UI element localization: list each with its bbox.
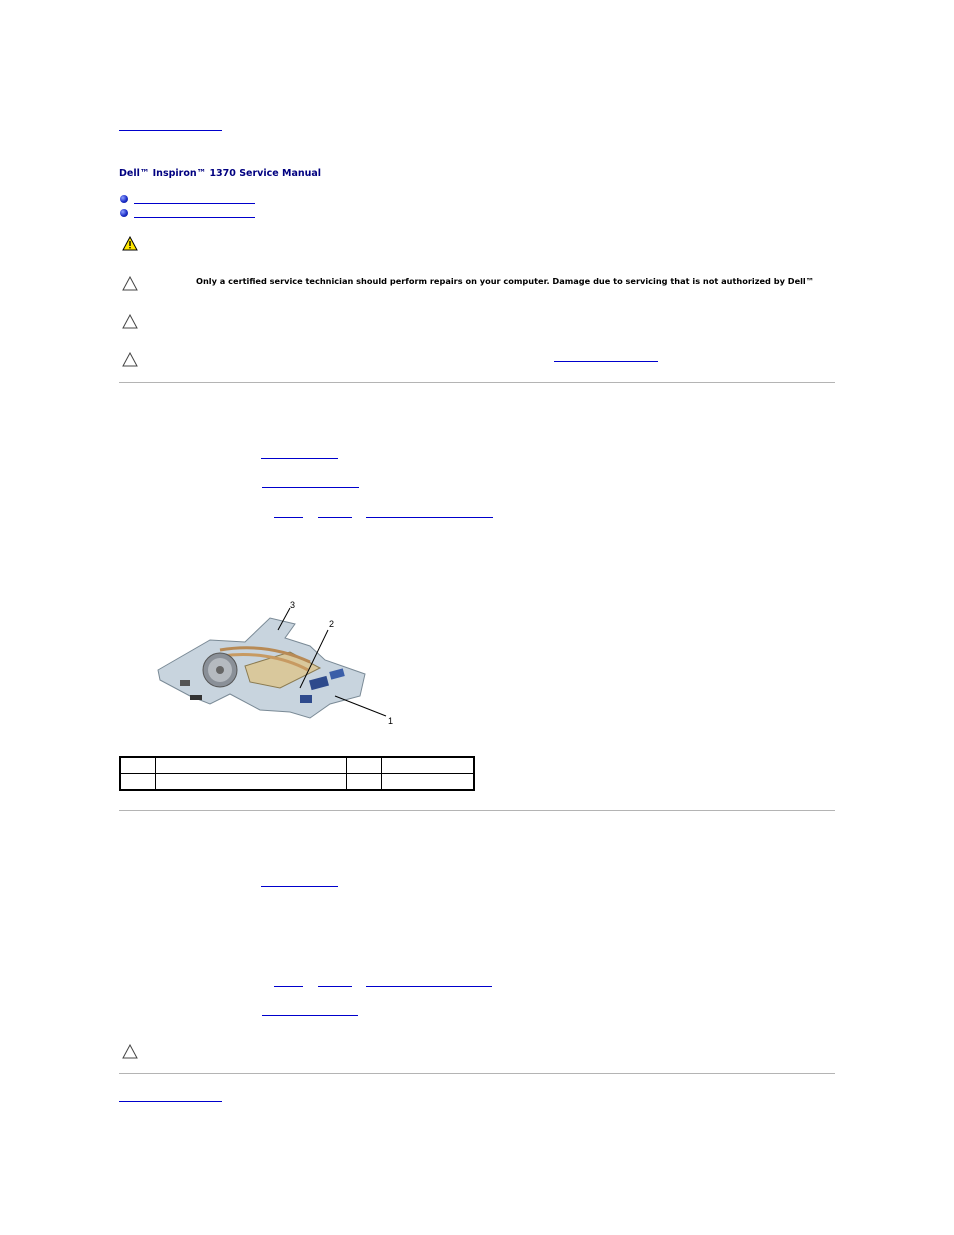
step-link[interactable] [262,1015,358,1016]
step-link[interactable] [366,517,493,518]
table-cell [120,774,156,791]
callout-2: 2 [329,619,335,629]
table-cell [382,757,475,774]
caution-icon [122,276,138,291]
table-row [120,774,474,791]
bullet-icon [120,195,128,203]
page-title: Dell™ Inspiron™ 1370 Service Manual [119,168,322,179]
caution-icon [122,352,138,367]
step-link[interactable] [261,458,338,459]
table-cell [156,774,347,791]
step-link[interactable] [262,487,359,488]
callout-table [119,756,475,791]
section-link-removing[interactable] [134,203,255,204]
caution-text: Only a certified service technician should perform repairs on your computer. Damage due to servicing that is not authorized by Dell™ [196,276,814,286]
table-cell [382,774,475,791]
warning-icon [122,236,138,251]
table-cell [347,757,382,774]
bullet-icon [120,209,128,217]
step-link[interactable] [261,886,338,887]
section-divider [119,1073,835,1074]
caution-link[interactable] [554,361,658,362]
caution-icon [122,1044,138,1059]
callout-3: 3 [290,600,296,610]
caution-icon [122,314,138,329]
step-link[interactable] [274,517,303,518]
callout-1: 1 [388,716,394,726]
step-link[interactable] [274,986,303,987]
section-divider [119,382,835,383]
system-board-figure [150,600,410,735]
step-link[interactable] [318,986,352,987]
step-link[interactable] [318,517,352,518]
section-link-replacing[interactable] [134,217,255,218]
table-cell [120,757,156,774]
contents-link-top[interactable] [119,130,222,131]
table-cell [347,774,382,791]
section-divider [119,810,835,811]
contents-link-bottom[interactable] [119,1101,222,1102]
step-link[interactable] [366,986,492,987]
table-cell [156,757,347,774]
table-row [120,757,474,774]
